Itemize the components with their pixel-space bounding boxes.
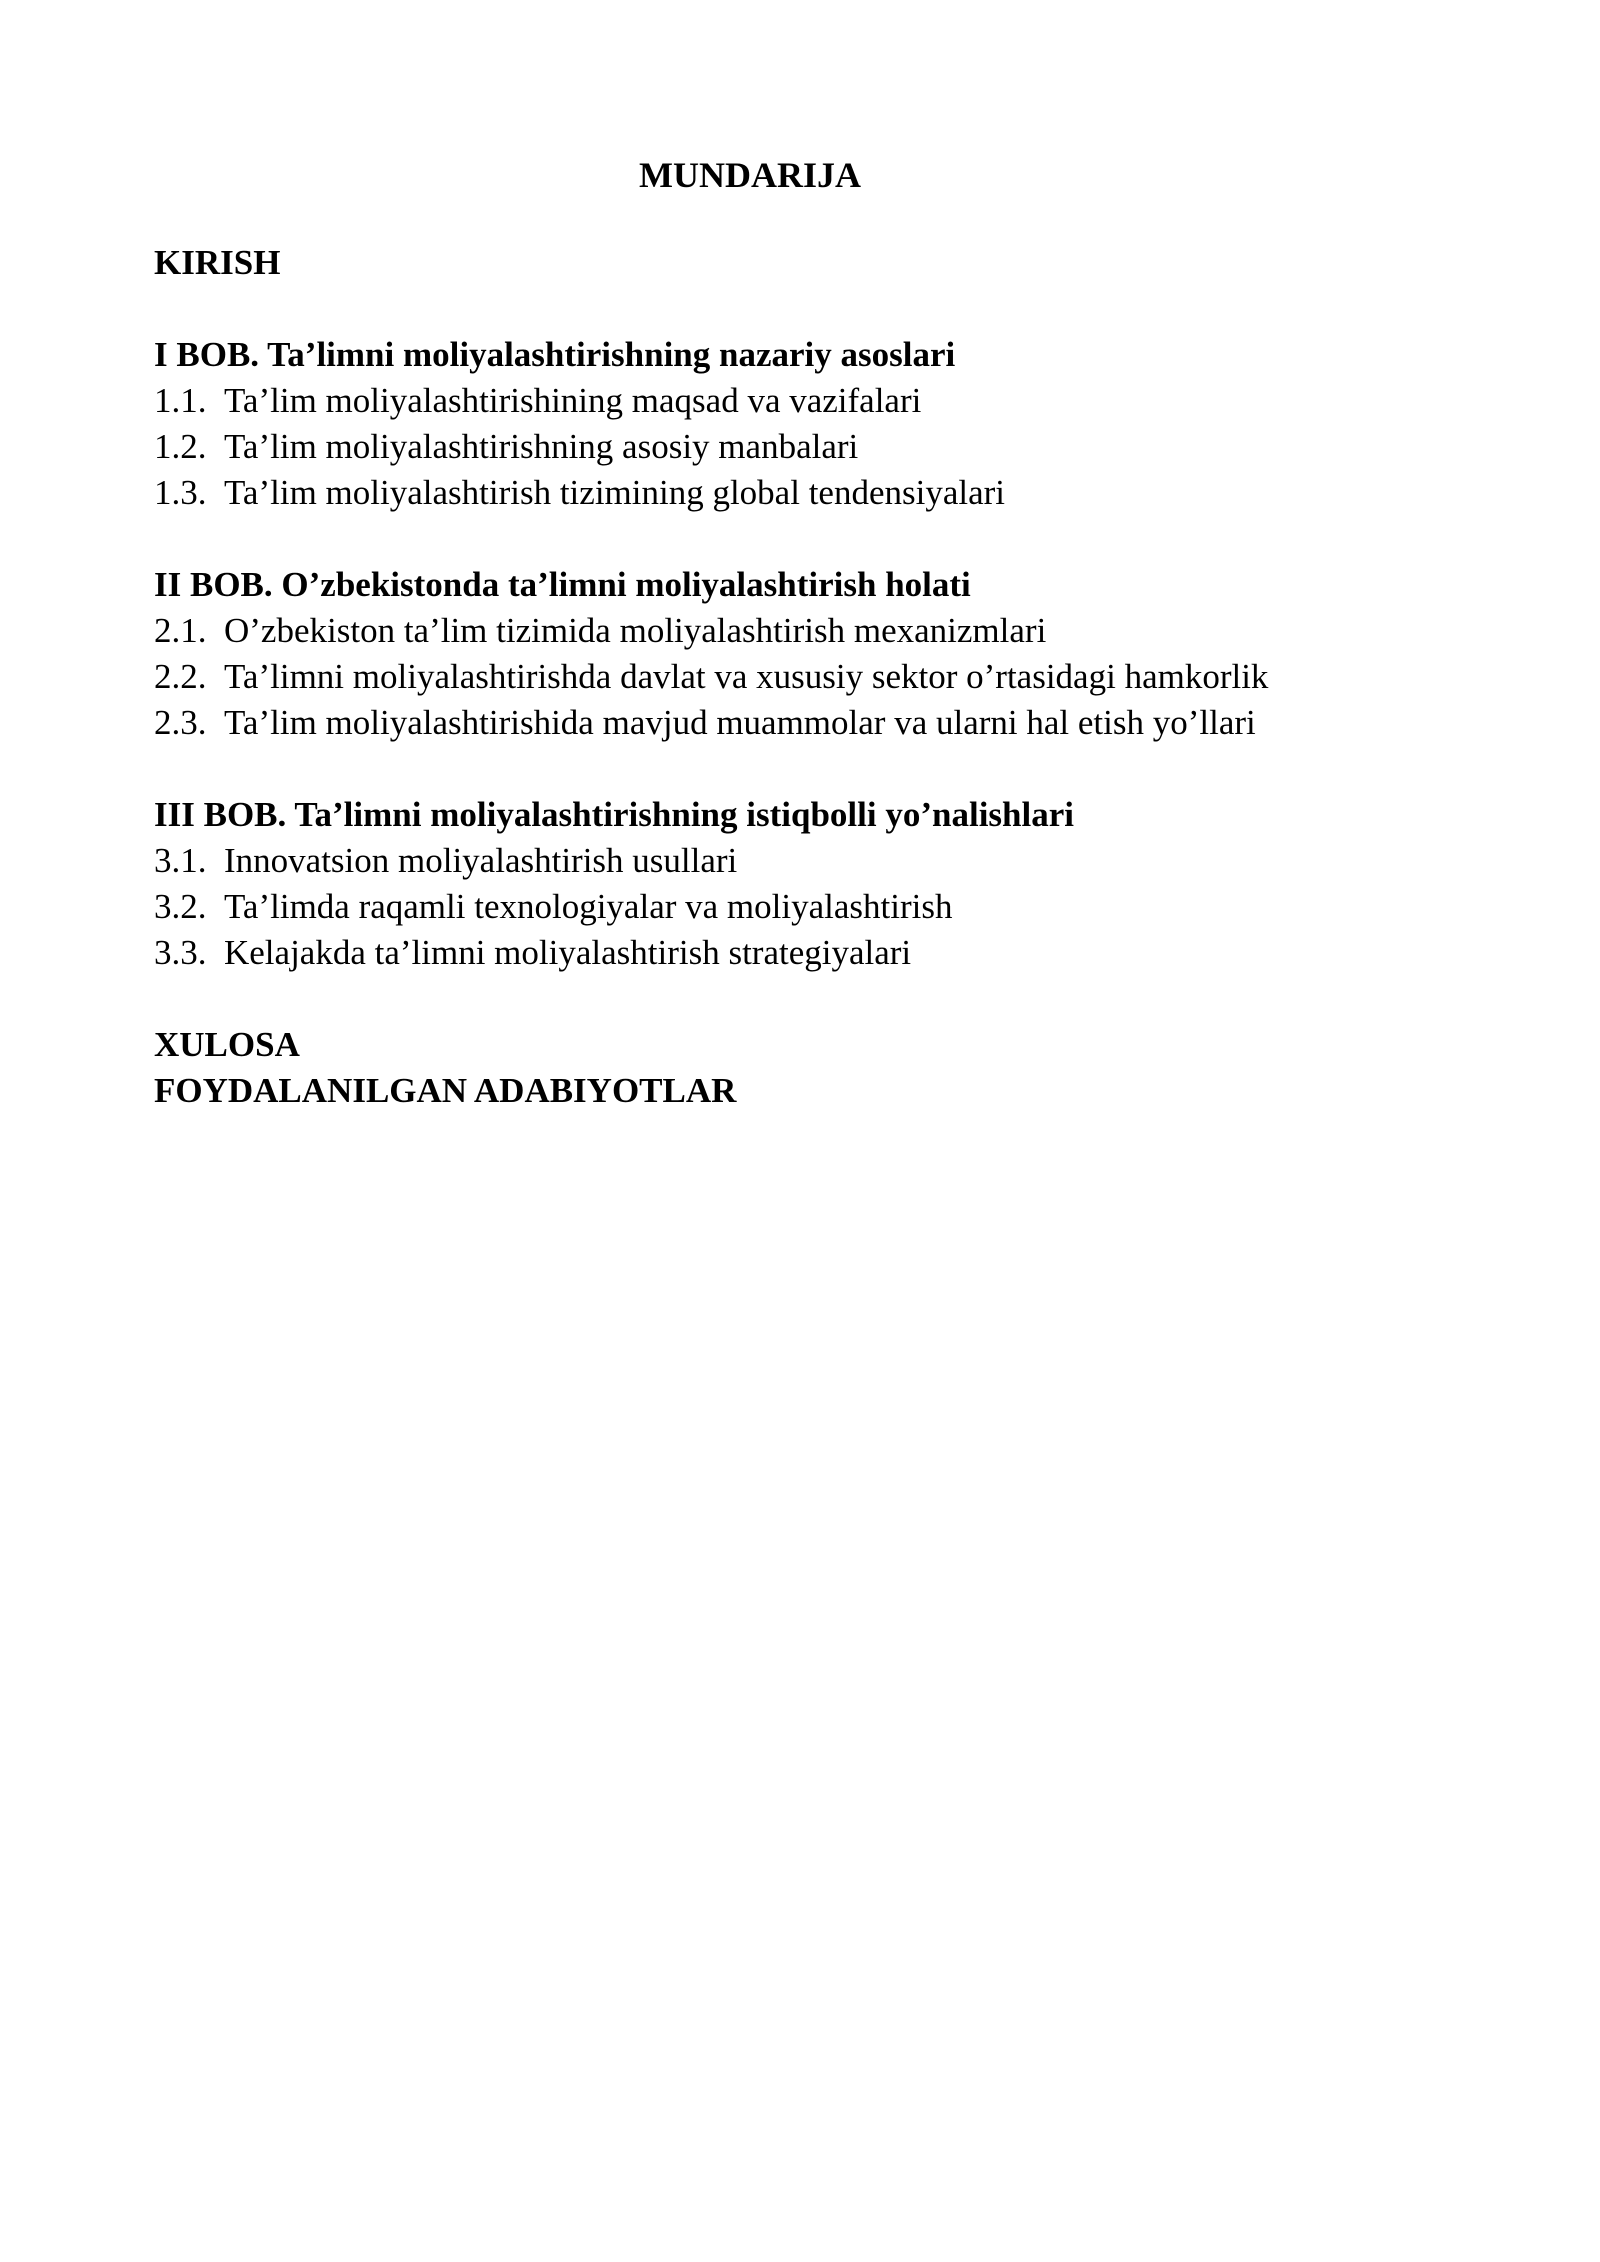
- toc-references: FOYDALANILGAN ADABIYOTLAR: [154, 1071, 737, 1110]
- section-2-2: [154, 654, 1454, 700]
- chapter-1-heading: I BOB. Ta’limni moliyalashtirishning nazariy asoslari: [154, 335, 956, 374]
- toc-title: MUNDARIJA: [639, 155, 861, 195]
- section-2-1: [154, 608, 1454, 654]
- section-3-3: [154, 930, 1454, 976]
- section-1-1: [154, 378, 1454, 424]
- section-title: Ta’limda raqamli texnologiyalar va moliyalashtirish: [224, 887, 953, 926]
- section-number: 2.1.: [154, 611, 207, 650]
- toc-conclusion: XULOSA: [154, 1025, 300, 1064]
- section-title: O’zbekiston ta’lim tizimida moliyalashtirish mexanizmlari: [224, 611, 1047, 650]
- section-number: 1.1.: [154, 381, 207, 420]
- section-title: Ta’lim moliyalashtirishida mavjud muammolar va ularni hal etish yo’llari: [224, 703, 1256, 742]
- toc-intro: KIRISH: [154, 243, 281, 282]
- section-title: Ta’lim moliyalashtirishining maqsad va vazifalari: [224, 381, 922, 420]
- chapter-2-heading: II BOB. O’zbekistonda ta’limni moliyalashtirish holati: [154, 565, 971, 604]
- section-3-1: [154, 838, 1454, 884]
- section-number: 3.3.: [154, 933, 207, 972]
- section-title: Ta’lim moliyalashtirish tizimining global tendensiyalari: [224, 473, 1006, 512]
- chapter-3-heading: III BOB. Ta’limni moliyalashtirishning istiqbolli yo’nalishlari: [154, 795, 1074, 834]
- section-number: 3.1.: [154, 841, 207, 880]
- section-number: 1.2.: [154, 427, 207, 466]
- section-number: 2.3.: [154, 703, 207, 742]
- section-title: Ta’lim moliyalashtirishning asosiy manbalari: [224, 427, 859, 466]
- section-1-2: [154, 424, 1454, 470]
- section-1-3: [154, 470, 1454, 516]
- section-title: Ta’limni moliyalashtirishda davlat va xususiy sektor o’rtasidagi hamkorlik: [224, 657, 1269, 696]
- section-3-2: [154, 884, 1454, 930]
- table-of-contents: [154, 152, 1454, 1114]
- section-number: 2.2.: [154, 657, 207, 696]
- section-number: 3.2.: [154, 887, 207, 926]
- section-title: Kelajakda ta’limni moliyalashtirish strategiyalari: [224, 933, 912, 972]
- section-2-3: [154, 700, 1454, 746]
- section-title: Innovatsion moliyalashtirish usullari: [224, 841, 738, 880]
- section-number: 1.3.: [154, 473, 207, 512]
